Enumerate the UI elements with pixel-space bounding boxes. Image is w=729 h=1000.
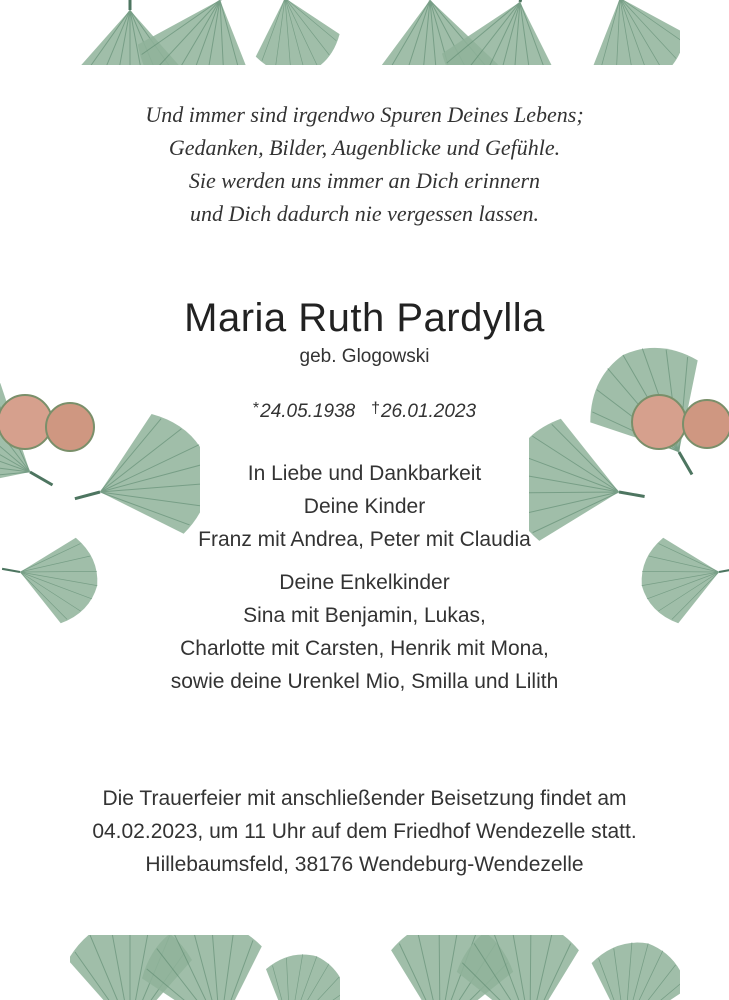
mourner-line: Sina mit Benjamin, Lukas, xyxy=(243,604,486,627)
verse-line: und Dich dadurch nie vergessen lassen. xyxy=(189,201,540,226)
verse-line: Und immer sind irgendwo Spuren Deines Lebens; xyxy=(145,102,584,127)
ginkgo-leaf-top-right-icon xyxy=(380,0,680,65)
mourner-line: sowie deine Urenkel Mio, Smilla und Lilith xyxy=(170,670,559,693)
verse-line: Gedanken, Bilder, Augenblicke und Gefühle. xyxy=(168,135,561,160)
birth-date: 24.05.1938 xyxy=(260,401,356,422)
death-date: 26.01.2023 xyxy=(380,401,477,422)
mourners-children xyxy=(0,457,729,556)
mourner-line: Deine Kinder xyxy=(303,495,426,518)
life-dates xyxy=(0,396,729,425)
death-symbol: † xyxy=(371,400,380,417)
funeral-service-info xyxy=(0,782,729,881)
ginkgo-leaf-bottom-right-icon xyxy=(380,935,680,1000)
mourners-grandchildren xyxy=(0,566,729,698)
ginkgo-leaf-bottom-left-icon xyxy=(70,935,340,1000)
ginkgo-leaf-top-left-icon xyxy=(70,0,340,65)
deceased-name: Maria Ruth Pardylla xyxy=(184,296,545,340)
service-address: Hillebaumsfeld, 38176 Wendeburg-Wendezelle xyxy=(145,853,584,876)
mourner-line: Charlotte mit Carsten, Henrik mit Mona, xyxy=(180,637,549,660)
birth-symbol: * xyxy=(252,400,260,417)
mourner-line: Franz mit Andrea, Peter mit Claudia xyxy=(198,528,531,551)
mourner-line: Deine Enkelkinder xyxy=(279,571,450,594)
mourner-line: In Liebe und Dankbarkeit xyxy=(247,462,482,485)
service-line: 04.02.2023, um 11 Uhr auf dem Friedhof Wendezelle statt. xyxy=(92,820,637,843)
memorial-verse xyxy=(0,98,729,230)
maiden-name: geb. Glogowski xyxy=(299,346,430,367)
service-line: Die Trauerfeier mit anschließender Beisetzung findet am xyxy=(102,787,627,810)
verse-line: Sie werden uns immer an Dich erinnern xyxy=(188,168,541,193)
